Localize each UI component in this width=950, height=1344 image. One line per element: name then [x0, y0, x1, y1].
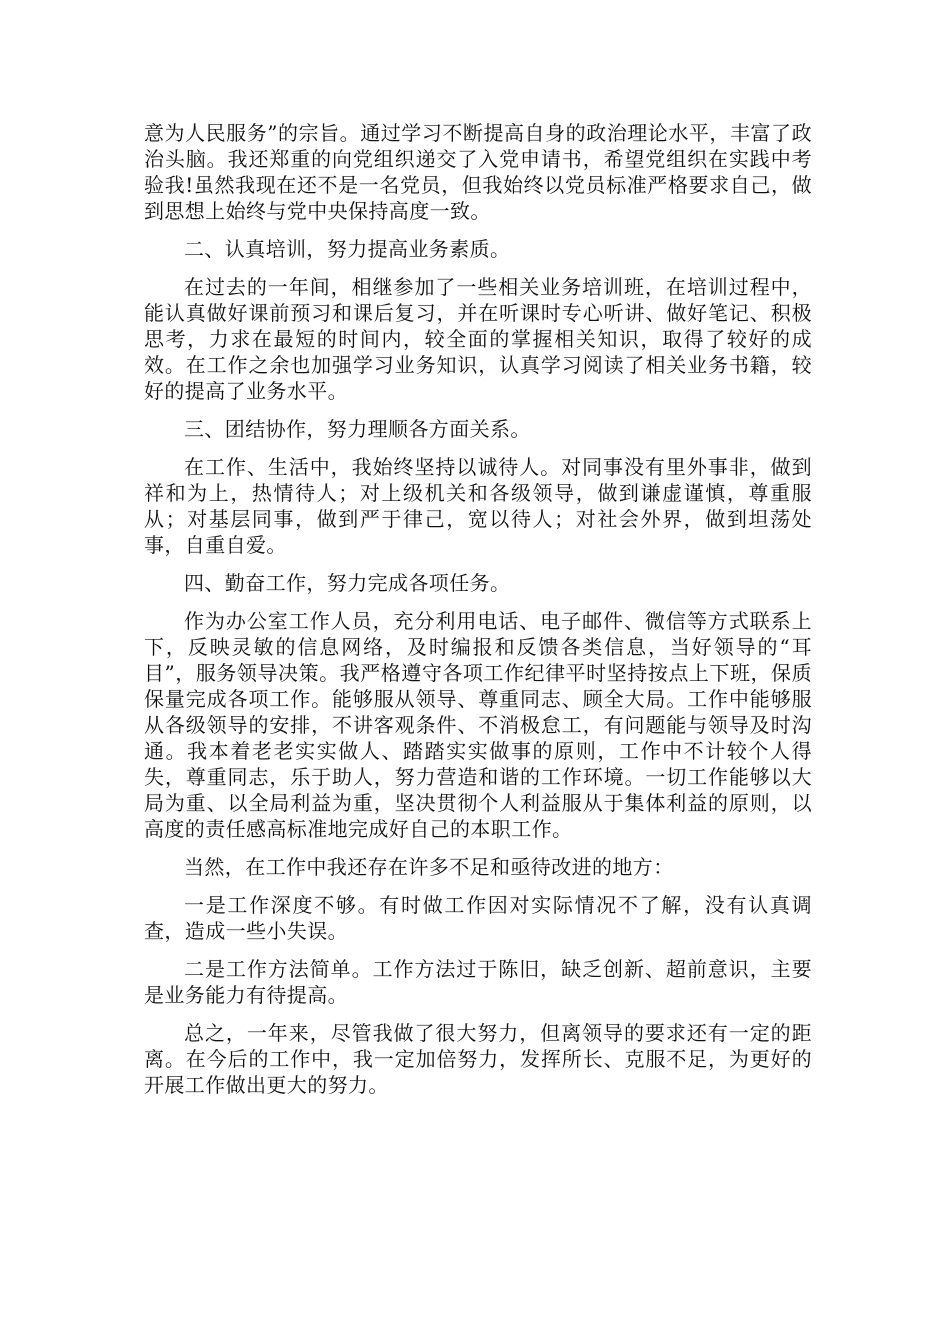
paragraph-cooperation: 在工作、生活中，我始终坚持以诚待人。对同事没有里外事非，做到祥和为上，热情待人；对上级机关和各级领导，做到谦虚谨慎，尊重服从；对基层同事，做到严于律己，宽以待人；对社会外界，做到坦荡处事，自重自爱。 — [144, 455, 812, 557]
paragraph-shortcomings-intro: 当然，在工作中我还存在许多不足和亟待改进的地方： — [184, 855, 674, 879]
section-heading-4: 四、勤奋工作，努力完成各项任务。 — [184, 571, 511, 595]
paragraph-training: 在过去的一年间，相继参加了一些相关业务培训班，在培训过程中，能认真做好课前预习和课后复习，并在听课时专心听讲、做好笔记、积极思考，力求在最短的时间内，较全面的掌握相关知识，取得了较好的成效。在工作之余也加强学习业务知识，认真学习阅读了相关业务书籍，较好的提高了业务水平。 — [144, 275, 812, 403]
paragraph-shortcoming-1: 一是工作深度不够。有时做工作因对实际情况不了解，没有认真调查，造成一些小失误。 — [144, 893, 812, 943]
section-heading-2: 二、认真培训，努力提高业务素质。 — [184, 237, 511, 261]
paragraph-conclusion: 总之，一年来，尽管我做了很大努力，但离领导的要求还有一定的距离。在今后的工作中，我一定加倍努力，发挥所长、克服不足，为更好的开展工作做出更大的努力。 — [144, 1021, 812, 1097]
paragraph-shortcoming-2: 二是工作方法简单。工作方法过于陈旧，缺乏创新、超前意识，主要是业务能力有待提高。 — [144, 957, 812, 1007]
section-heading-3: 三、团结协作，努力理顺各方面关系。 — [184, 417, 531, 441]
paragraph-work: 作为办公室工作人员，充分利用电话、电子邮件、微信等方式联系上下，反映灵敏的信息网络，及时编报和反馈各类信息，当好领导的“耳目”，服务领导决策。我严格遵守各项工作纪律平时坚持按点上下班，保质保量完成各项工作。能够服从领导、尊重同志、顾全大局。工作中能够服从各级领导的安排，不讲客观条件、不消极怠工，有问题能与领导及时沟通。我本着老老实实做人、踏踏实实做事的原则，工作中不计较个人得失，尊重同志，乐于助人，努力营造和谐的工作环境。一切工作能够以大局为重、以全局利益为重，坚决贯彻个人利益服从于集体利益的原则，以高度的责任感高标准地完成好自己的本职工作。 — [144, 609, 812, 841]
document-body — [144, 120, 812, 1110]
paragraph-continuation: 意为人民服务”的宗旨。通过学习不断提高自身的政治理论水平，丰富了政治头脑。我还郑重的向党组织递交了入党申请书，希望党组织在实践中考验我!虽然我现在还不是一名党员，但我始终以党员标准严格要求自己，做到思想上始终与党中央保持高度一致。 — [144, 121, 812, 223]
